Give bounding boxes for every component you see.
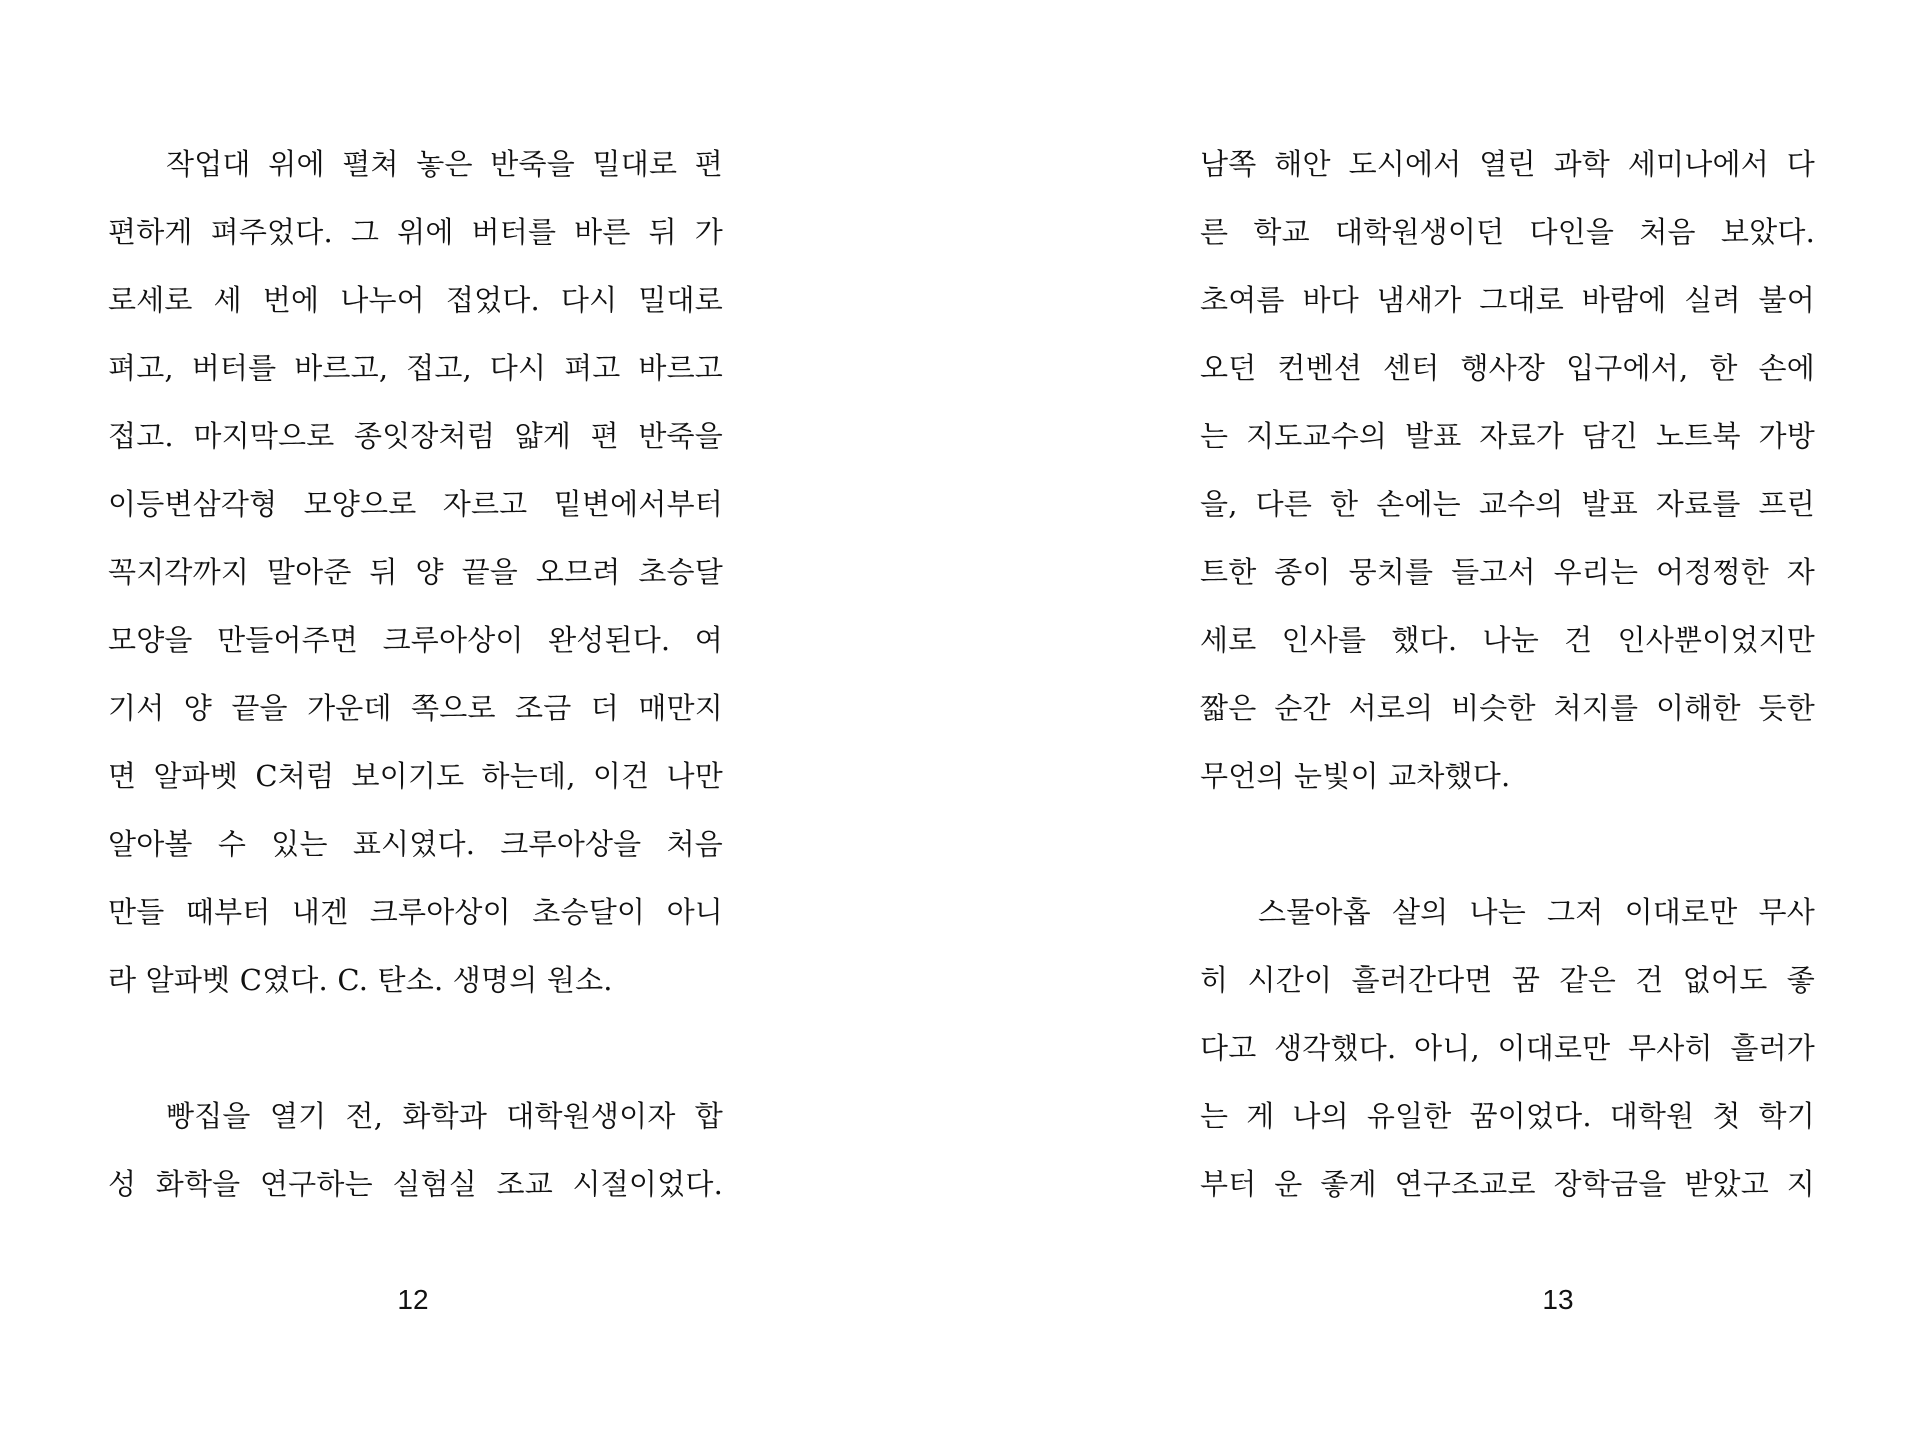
paragraph-gap [1200,810,1815,878]
right-page-body [1200,130,1815,1218]
paragraph-line: 접고. 마지막으로 종잇장처럼 얇게 편 반죽을 [108,419,723,453]
paragraph-line: 알아볼 수 있는 표시였다. 크루아상을 처음 [108,827,723,861]
paragraph-line: 기서 양 끝을 가운데 쪽으로 조금 더 매만지 [108,691,723,725]
paragraph-line: 빵집을 열기 전, 화학과 대학원생이자 합 [166,1099,723,1133]
paragraph-line: 을, 다른 한 손에는 교수의 발표 자료를 프린 [1200,487,1815,521]
paragraph-line: 로세로 세 번에 나누어 접었다. 다시 밀대로 [108,283,723,317]
paragraph-line: 초여름 바다 냄새가 그대로 바람에 실려 불어 [1200,283,1815,317]
paragraph-line: 펴고, 버터를 바르고, 접고, 다시 펴고 바르고 [108,351,723,385]
paragraph-line: 라 알파벳 C였다. C. 탄소. 생명의 원소. [108,963,613,997]
paragraph-line: 편하게 펴주었다. 그 위에 버터를 바른 뒤 가 [108,215,723,249]
paragraph-line: 꼭지각까지 말아준 뒤 양 끝을 오므려 초승달 [108,555,723,589]
paragraph-line: 모양을 만들어주면 크루아상이 완성된다. 여 [108,623,723,657]
paragraph-line: 성 화학을 연구하는 실험실 조교 시절이었다. [108,1167,723,1201]
paragraph-line: 스물아홉 살의 나는 그저 이대로만 무사 [1258,895,1815,929]
left-page-body [108,130,723,1218]
paragraph-line: 오던 컨벤션 센터 행사장 입구에서, 한 손에 [1200,351,1815,385]
paragraph-line: 세로 인사를 했다. 나눈 건 인사뿐이었지만 [1200,623,1815,657]
paragraph-line: 트한 종이 뭉치를 들고서 우리는 어정쩡한 자 [1200,555,1815,589]
paragraph-line: 다고 생각했다. 아니, 이대로만 무사히 흘러가 [1200,1031,1815,1065]
paragraph-line: 른 학교 대학원생이던 다인을 처음 보았다. [1200,215,1815,249]
paragraph-line: 이등변삼각형 모양으로 자르고 밑변에서부터 [108,487,723,521]
paragraph-line: 작업대 위에 펼쳐 놓은 반죽을 밀대로 편 [166,147,723,181]
page-number: 13 [1542,1284,1574,1315]
paragraph-line: 는 게 나의 유일한 꿈이었다. 대학원 첫 학기 [1200,1099,1815,1133]
paragraph-line: 는 지도교수의 발표 자료가 담긴 노트북 가방 [1200,419,1815,453]
paragraph-line: 면 알파벳 C처럼 보이기도 하는데, 이건 나만 [108,759,723,793]
paragraph-gap [108,1014,723,1082]
paragraph-line: 부터 운 좋게 연구조교로 장학금을 받았고 지 [1200,1167,1815,1201]
paragraph-line: 남쪽 해안 도시에서 열린 과학 세미나에서 다 [1200,147,1815,181]
paragraph-line: 만들 때부터 내겐 크루아상이 초승달이 아니 [108,895,723,929]
paragraph-line: 무언의 눈빛이 교차했다. [1200,759,1511,793]
page-number: 12 [397,1284,429,1315]
paragraph-line: 히 시간이 흘러간다면 꿈 같은 건 없어도 좋 [1200,963,1815,997]
right-page [960,0,1920,1440]
paragraph-line: 짧은 순간 서로의 비슷한 처지를 이해한 듯한 [1200,691,1815,725]
